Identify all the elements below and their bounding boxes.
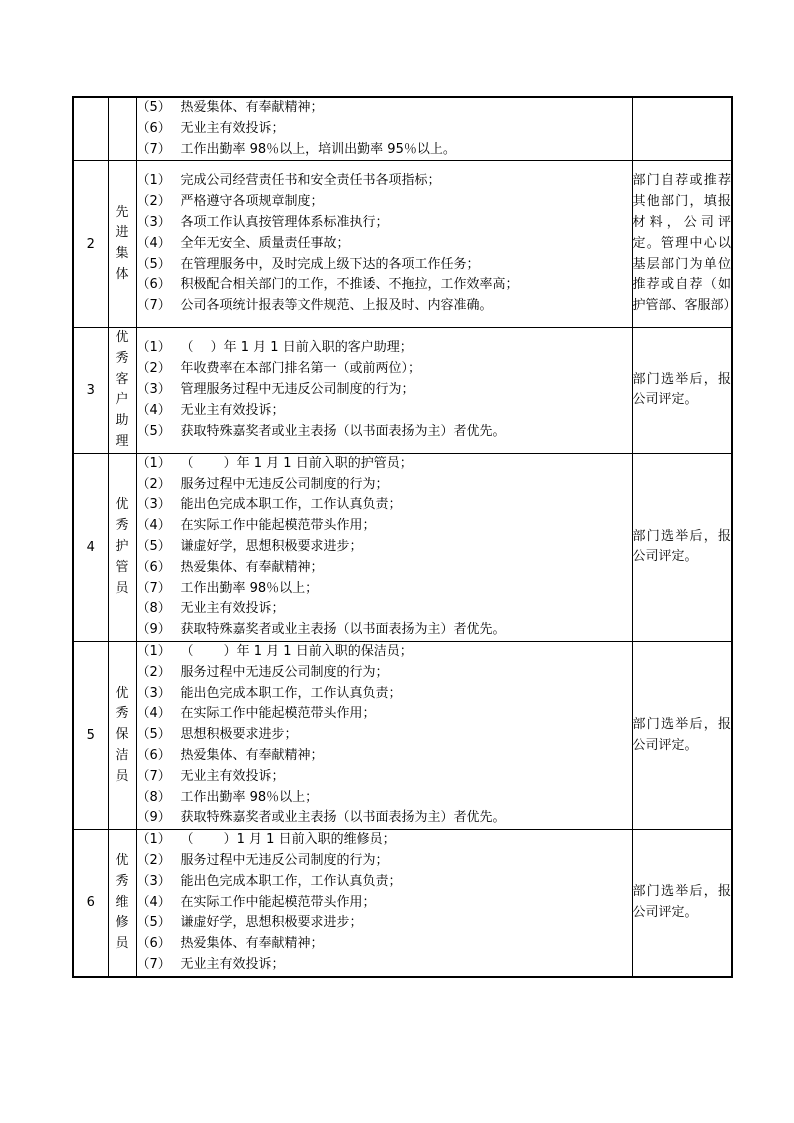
table-body — [73, 97, 737, 977]
criteria-index: （9） — [136, 810, 171, 826]
award-name — [108, 641, 136, 829]
table-row — [73, 453, 732, 641]
criteria-cell — [136, 97, 632, 161]
criteria-item — [137, 579, 632, 600]
criteria-item — [137, 275, 632, 296]
criteria-index: （7） — [136, 580, 171, 596]
criteria-item — [137, 725, 632, 746]
criteria-item — [137, 516, 632, 537]
selection-note: 部门自荐或推荐其他部门，填报材料，公司评定。管理中心以基层部门为单位推荐或自荐（如护管部、客服部） — [632, 161, 732, 328]
criteria-item — [137, 380, 632, 401]
criteria-index: （6） — [136, 936, 171, 952]
table-row — [73, 97, 732, 161]
award-name-char: 进 — [115, 225, 129, 241]
criteria-index: （2） — [136, 664, 171, 680]
criteria-index: （5） — [136, 256, 171, 272]
criteria-text: 工作出勤率 98％以上，培训出勤率 95％以上。 — [180, 141, 456, 157]
selection-note: 部门选举后，报公司评定。 — [632, 453, 732, 641]
criteria-index: （9） — [136, 622, 171, 638]
award-name-char: 优 — [115, 685, 129, 701]
criteria-text: 各项工作认真按管理体系标准执行； — [180, 214, 389, 230]
criteria-text: 无业主有效投诉； — [180, 956, 285, 972]
criteria-item — [137, 401, 632, 422]
award-name-char: 员 — [115, 768, 129, 784]
criteria-index: （8） — [136, 601, 171, 617]
criteria-text: 全年无安全、质量责任事故； — [180, 235, 350, 251]
criteria-item — [137, 746, 632, 767]
criteria-text: （ ）年 1 月 1 日前入职的保洁员； — [180, 643, 413, 659]
award-name-char: 秀 — [115, 873, 129, 889]
criteria-index: （1） — [136, 832, 171, 848]
criteria-text: （ ）1 月 1 日前入职的维修员； — [180, 832, 396, 848]
award-name — [108, 830, 136, 977]
award-name — [108, 161, 136, 328]
criteria-index: （7） — [136, 768, 171, 784]
criteria-item — [137, 893, 632, 914]
award-name-char: 助 — [115, 413, 129, 429]
criteria-index: （2） — [136, 476, 171, 492]
criteria-item — [137, 475, 632, 496]
award-name-char: 理 — [115, 433, 129, 449]
criteria-item — [137, 234, 632, 255]
criteria-index: （3） — [136, 497, 171, 513]
award-name-char: 护 — [115, 538, 129, 554]
criteria-item — [137, 830, 632, 851]
criteria-cell — [136, 161, 632, 328]
table-row — [73, 641, 732, 829]
criteria-text: （ ）年 1 月 1 日前入职的客户助理； — [180, 340, 413, 356]
award-name-char: 客 — [115, 371, 129, 387]
criteria-text: 无业主有效投诉； — [180, 402, 285, 418]
row-number: 5 — [73, 641, 108, 829]
criteria-index: （5） — [136, 100, 171, 115]
award-name — [108, 453, 136, 641]
criteria-item — [137, 213, 632, 234]
criteria-index: （5） — [136, 727, 171, 743]
criteria-index: （4） — [136, 235, 171, 251]
criteria-text: 谦虚好学，思想积极要求进步； — [180, 538, 363, 554]
criteria-item — [137, 767, 632, 788]
criteria-text: 服务过程中无违反公司制度的行为； — [180, 852, 389, 868]
criteria-text: 能出色完成本职工作，工作认真负责； — [180, 873, 402, 889]
award-name-char: 维 — [115, 894, 129, 910]
criteria-text: 服务过程中无违反公司制度的行为； — [180, 664, 389, 680]
criteria-index: （1） — [136, 340, 171, 356]
criteria-index: （6） — [136, 277, 171, 293]
criteria-text: 在管理服务中，及时完成上级下达的各项工作任务； — [180, 256, 480, 272]
criteria-text: 获取特殊嘉奖者或业主表扬（以书面表扬为主）者优先。 — [180, 622, 506, 638]
criteria-text: 热爱集体、有奉献精神； — [180, 100, 324, 115]
criteria-item — [137, 620, 632, 641]
criteria-item — [137, 255, 632, 276]
criteria-text: 热爱集体、有奉献精神； — [180, 559, 324, 575]
award-name-char: 户 — [115, 392, 129, 408]
criteria-index: （1） — [136, 455, 171, 471]
criteria-item — [137, 140, 632, 161]
award-name-char: 秀 — [115, 706, 129, 722]
award-name-char: 保 — [115, 727, 129, 743]
criteria-text: 严格遵守各项规章制度； — [180, 194, 324, 210]
award-name-char: 先 — [115, 204, 129, 220]
criteria-index: （6） — [136, 747, 171, 763]
criteria-index: （3） — [136, 685, 171, 701]
row-number: 6 — [73, 830, 108, 977]
criteria-item — [137, 955, 632, 976]
criteria-index: （5） — [136, 423, 171, 439]
criteria-text: 积极配合相关部门的工作，不推诿、不拖拉，工作效率高； — [180, 277, 519, 293]
award-name-char: 洁 — [115, 747, 129, 763]
selection-note: 部门选举后，报公司评定。 — [632, 641, 732, 829]
criteria-text: 管理服务过程中无违反公司制度的行为； — [180, 381, 415, 397]
criteria-item — [137, 359, 632, 380]
criteria-cell — [136, 641, 632, 829]
award-name-char: 集 — [115, 246, 129, 262]
criteria-text: 获取特殊嘉奖者或业主表扬（以书面表扬为主）者优先。 — [180, 423, 506, 439]
criteria-index: （4） — [136, 402, 171, 418]
criteria-index: （6） — [136, 559, 171, 575]
award-name-char: 修 — [115, 915, 129, 931]
criteria-text: 工作出勤率 98％以上； — [180, 789, 319, 805]
criteria-index: （3） — [136, 214, 171, 230]
criteria-item — [137, 495, 632, 516]
selection-note — [632, 97, 732, 161]
criteria-index: （7） — [136, 956, 171, 972]
criteria-item — [137, 119, 632, 140]
criteria-item — [137, 934, 632, 955]
criteria-item — [137, 296, 632, 317]
criteria-text: 公司各项统计报表等文件规范、上报及时、内容准确。 — [180, 298, 493, 314]
criteria-item — [137, 872, 632, 893]
criteria-item — [137, 537, 632, 558]
criteria-text: 在实际工作中能起模范带头作用； — [180, 706, 376, 722]
row-number: 2 — [73, 161, 108, 328]
criteria-cell — [136, 830, 632, 977]
criteria-item — [137, 454, 632, 475]
criteria-text: 能出色完成本职工作，工作认真负责； — [180, 497, 402, 513]
criteria-index: （4） — [136, 894, 171, 910]
criteria-text: 年收费率在本部门排名第一（或前两位）； — [180, 361, 422, 377]
criteria-item — [137, 98, 632, 119]
table-row — [73, 830, 732, 977]
criteria-item — [137, 192, 632, 213]
criteria-text: （ ）年 1 月 1 日前入职的护管员； — [180, 455, 413, 471]
criteria-cell — [136, 327, 632, 453]
criteria-item — [137, 684, 632, 705]
criteria-text: 获取特殊嘉奖者或业主表扬（以书面表扬为主）者优先。 — [180, 810, 506, 826]
criteria-item — [137, 338, 632, 359]
criteria-item — [137, 171, 632, 192]
award-criteria-table — [72, 96, 737, 978]
criteria-text: 服务过程中无违反公司制度的行为； — [180, 476, 389, 492]
criteria-item — [137, 851, 632, 872]
criteria-text: 热爱集体、有奉献精神； — [180, 936, 324, 952]
award-name-char: 员 — [115, 580, 129, 596]
criteria-item — [137, 704, 632, 725]
criteria-cell — [136, 453, 632, 641]
criteria-index: （1） — [136, 643, 171, 659]
criteria-text: 在实际工作中能起模范带头作用； — [180, 518, 376, 534]
criteria-text: 在实际工作中能起模范带头作用； — [180, 894, 376, 910]
award-name-char: 体 — [115, 266, 129, 282]
criteria-text: 无业主有效投诉； — [180, 768, 285, 784]
table-row — [73, 327, 732, 453]
criteria-index: （3） — [136, 381, 171, 397]
criteria-index: （6） — [136, 120, 171, 136]
criteria-item — [137, 599, 632, 620]
award-name-char: 秀 — [115, 518, 129, 534]
criteria-index: （8） — [136, 789, 171, 805]
criteria-text: 能出色完成本职工作，工作认真负责； — [180, 685, 402, 701]
award-name-char: 员 — [115, 936, 129, 952]
award-name — [108, 327, 136, 453]
criteria-index: （4） — [136, 706, 171, 722]
row-number: 3 — [73, 327, 108, 453]
criteria-text: 思想积极要求进步； — [180, 727, 298, 743]
criteria-text: 工作出勤率 98％以上； — [180, 580, 319, 596]
criteria-item — [137, 422, 632, 443]
criteria-text: 无业主有效投诉； — [180, 601, 285, 617]
criteria-index: （4） — [136, 518, 171, 534]
criteria-item — [137, 663, 632, 684]
row-number — [73, 97, 108, 161]
criteria-item — [137, 788, 632, 809]
criteria-index: （5） — [136, 915, 171, 931]
award-name — [108, 97, 136, 161]
criteria-item — [137, 913, 632, 934]
award-name-char: 管 — [115, 559, 129, 575]
table-row — [73, 161, 732, 328]
criteria-item — [137, 642, 632, 663]
criteria-index: （2） — [136, 361, 171, 377]
criteria-text: 完成公司经营责任书和安全责任书各项指标； — [180, 173, 441, 189]
criteria-item — [137, 808, 632, 829]
award-name-char: 优 — [115, 852, 129, 868]
row-number: 4 — [73, 453, 108, 641]
selection-note: 部门选举后，报公司评定。 — [632, 327, 732, 453]
award-name-char: 优 — [115, 329, 129, 345]
criteria-text: 谦虚好学，思想积极要求进步； — [180, 915, 363, 931]
criteria-index: （5） — [136, 538, 171, 554]
criteria-text: 无业主有效投诉； — [180, 120, 285, 136]
criteria-index: （2） — [136, 852, 171, 868]
criteria-index: （1） — [136, 173, 171, 189]
criteria-index: （2） — [136, 194, 171, 210]
criteria-index: （3） — [136, 873, 171, 889]
criteria-item — [137, 558, 632, 579]
selection-note: 部门选举后，报公司评定。 — [632, 830, 732, 977]
criteria-index: （7） — [136, 298, 171, 314]
criteria-text: 热爱集体、有奉献精神； — [180, 747, 324, 763]
award-name-char: 秀 — [115, 350, 129, 366]
criteria-index: （7） — [136, 141, 171, 157]
award-name-char: 优 — [115, 497, 129, 513]
